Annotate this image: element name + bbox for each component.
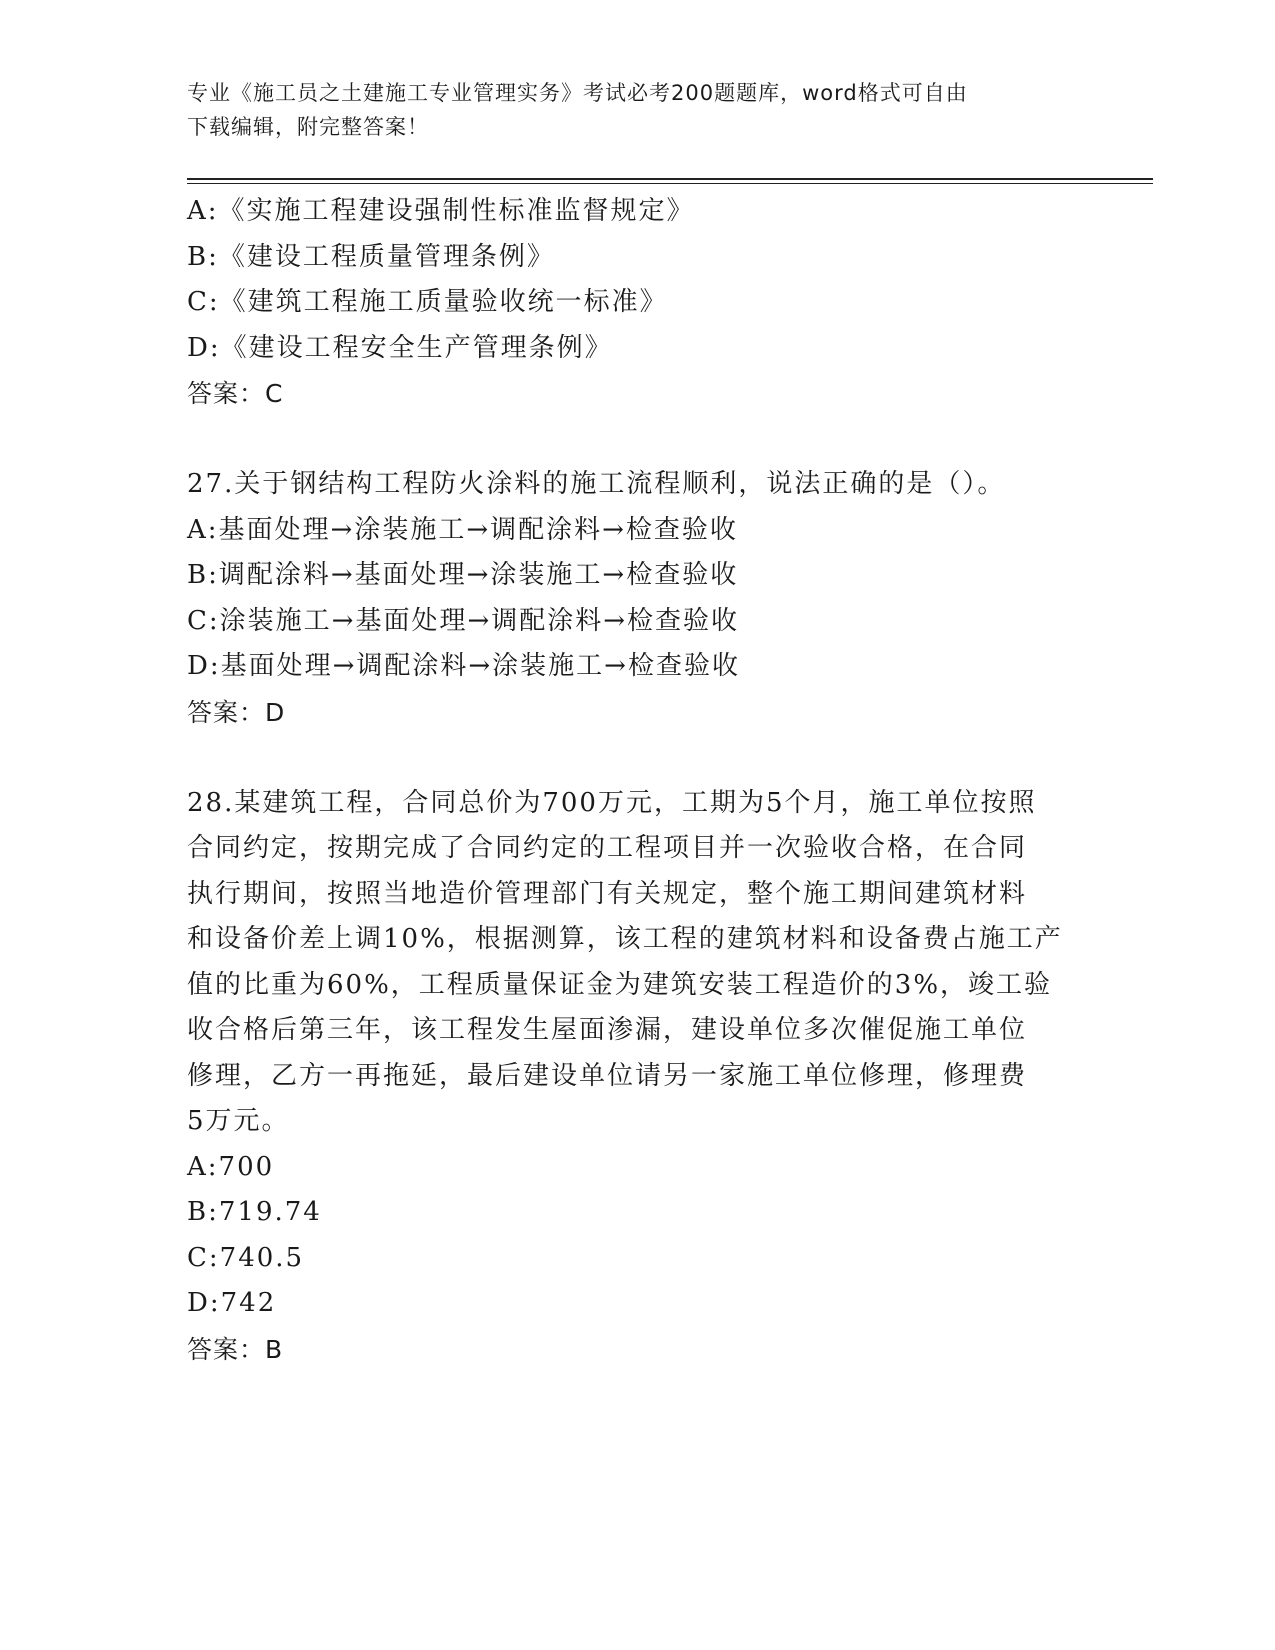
- option-a: A:700: [187, 1151, 275, 1182]
- option-d: D:《建设工程安全生产管理条例》: [187, 332, 613, 363]
- header-line-2: 下载编辑，附完整答案！: [187, 115, 429, 139]
- question-line: 收合格后第三年，该工程发生屋面渗漏，建设单位多次催促施工单位: [187, 1015, 1028, 1045]
- question-line: 值的比重为60%，工程质量保证金为建筑安装工程造价的3%，竣工验: [187, 969, 1053, 1000]
- question-27: [187, 462, 1087, 735]
- option-c: C:《建筑工程施工质量验收统一标准》: [187, 287, 668, 317]
- question-line: 28.某建筑工程，合同总价为700万元，工期为5个月，施工单位按照: [187, 787, 1037, 818]
- answer: 答案：C: [187, 379, 284, 408]
- answer: 答案：D: [187, 697, 286, 727]
- option-b: B:《建设工程质量管理条例》: [187, 241, 555, 272]
- question-line: 修理，乙方一再拖延，最后建设单位请另一家施工单位修理，修理费: [187, 1060, 1028, 1091]
- question-28: [187, 781, 1087, 1373]
- question-line: 执行期间，按照当地造价管理部门有关规定，整个施工期间建筑材料: [187, 878, 1028, 909]
- question-text: [187, 781, 1077, 1145]
- header-rule-thin: [187, 183, 1153, 184]
- document-body: [187, 189, 1087, 1372]
- header-line-1: 专业《施工员之土建施工专业管理实务》考试必考200题题库，word格式可自由: [187, 81, 968, 105]
- spacer: [187, 735, 1087, 781]
- question-text: 27.关于钢结构工程防火涂料的施工流程顺利，说法正确的是（）。: [187, 469, 1006, 499]
- option-d: D:基面处理→调配涂料→涂装施工→检查验收: [187, 651, 740, 681]
- option-d: D:742: [187, 1288, 277, 1318]
- header-rule-thick: [187, 178, 1153, 180]
- option-b: B:719.74: [187, 1197, 322, 1227]
- question-26: [187, 189, 1087, 417]
- option-a: A:基面处理→涂装施工→调配涂料→检查验收: [187, 514, 738, 545]
- document-header: [187, 76, 1067, 144]
- question-line: 和设备价差上调10%，根据测算，该工程的建筑材料和设备费占施工产: [187, 924, 1063, 954]
- question-line: 合同约定，按期完成了合同约定的工程项目并一次验收合格，在合同: [187, 833, 1028, 863]
- option-c: C:涂装施工→基面处理→调配涂料→检查验收: [187, 605, 740, 636]
- option-a: A:《实施工程建设强制性标准监督规定》: [187, 196, 695, 226]
- option-c: C:740.5: [187, 1242, 305, 1273]
- question-line: 5万元。: [187, 1106, 290, 1136]
- answer: 答案：B: [187, 1334, 284, 1364]
- option-b: B:调配涂料→基面处理→涂装施工→检查验收: [187, 560, 739, 590]
- spacer: [187, 417, 1087, 463]
